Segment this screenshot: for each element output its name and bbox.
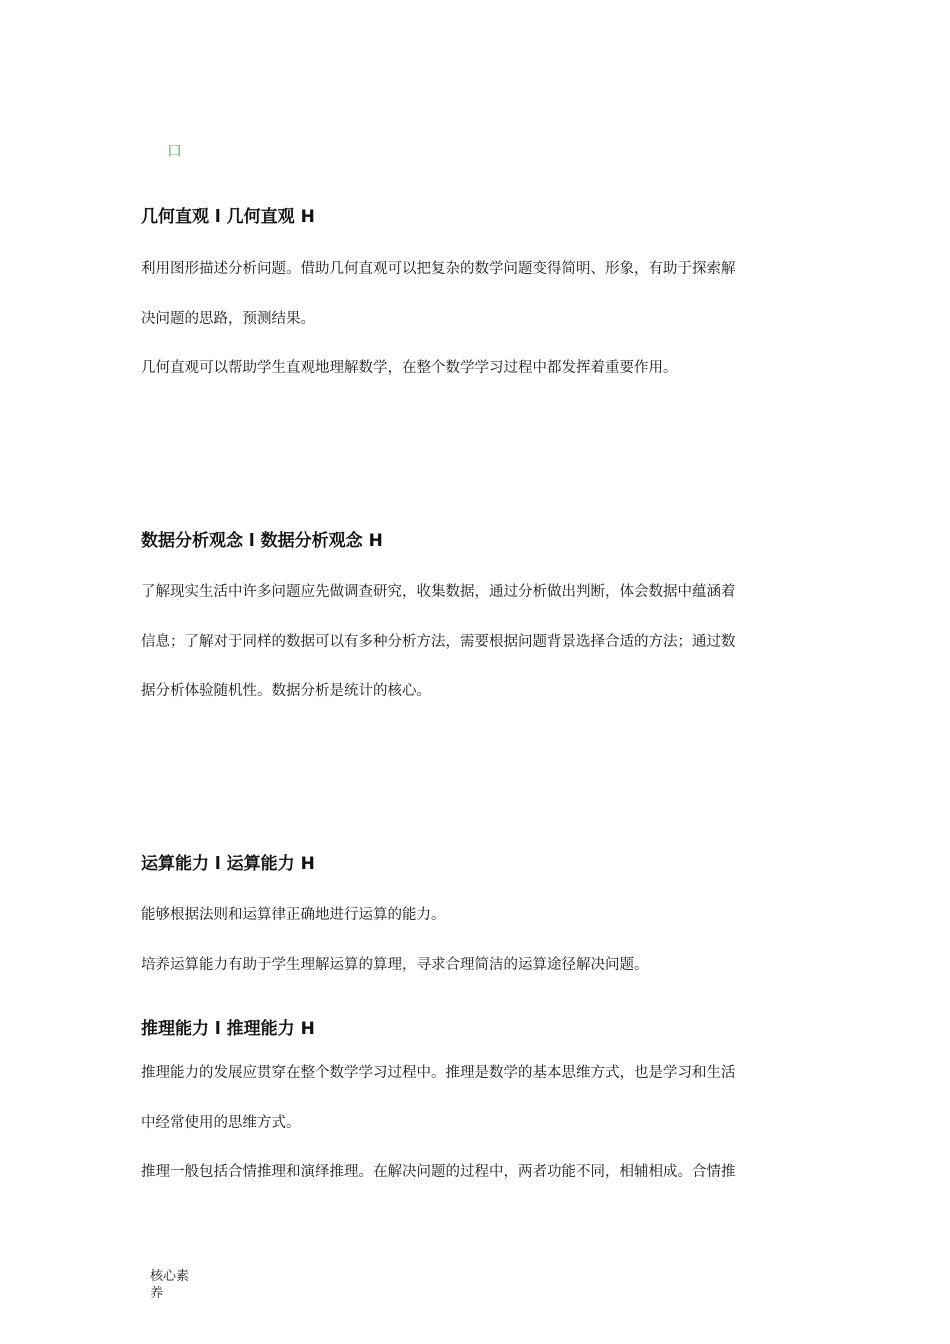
corner-mark: 口 bbox=[167, 142, 183, 160]
paragraph-line: 据分析体验随机性。数据分析是统计的核心。 bbox=[141, 683, 431, 699]
footer-line: 养 bbox=[150, 1286, 164, 1301]
section-heading-data-analysis: 数据分析观念 l 数据分析观念 H bbox=[141, 531, 383, 551]
paragraph-line: 了解现实生活中许多问题应先做调查研究，收集数据，通过分析做出判断，体会数据中蕴涵着 bbox=[141, 584, 736, 600]
paragraph-line: 利用图形描述分析问题。借助几何直观可以把复杂的数学问题变得简明、形象，有助于探索解 bbox=[141, 261, 736, 277]
paragraph-line: 推理能力的发展应贯穿在整个数学学习过程中。推理是数学的基本思维方式，也是学习和生活 bbox=[141, 1065, 736, 1081]
section-heading-reasoning-ability: 推理能力 l 推理能力 H bbox=[141, 1019, 315, 1039]
paragraph-line: 决问题的思路，预测结果。 bbox=[141, 311, 315, 327]
page-footer bbox=[150, 1268, 189, 1302]
paragraph-line: 培养运算能力有助于学生理解运算的算理，寻求合理简洁的运算途径解决问题。 bbox=[141, 957, 649, 973]
section-heading-geometric-intuition: 几何直观 l 几何直观 H bbox=[141, 207, 315, 227]
paragraph-line: 推理一般包括合情推理和演绎推理。在解决问题的过程中，两者功能不同，相辅相成。合情推 bbox=[141, 1164, 736, 1180]
paragraph-line: 中经常使用的思维方式。 bbox=[141, 1115, 301, 1131]
paragraph-line: 信息；了解对于同样的数据可以有多种分析方法，需要根据问题背景选择合适的方法；通过数 bbox=[141, 634, 736, 650]
section-heading-computation-ability: 运算能力 l 运算能力 H bbox=[141, 854, 315, 874]
footer-line: 核心素 bbox=[150, 1269, 190, 1284]
paragraph-line: 能够根据法则和运算律正确地进行运算的能力。 bbox=[141, 907, 446, 923]
paragraph-line: 几何直观可以帮助学生直观地理解数学，在整个数学学习过程中都发挥着重要作用。 bbox=[141, 360, 678, 376]
